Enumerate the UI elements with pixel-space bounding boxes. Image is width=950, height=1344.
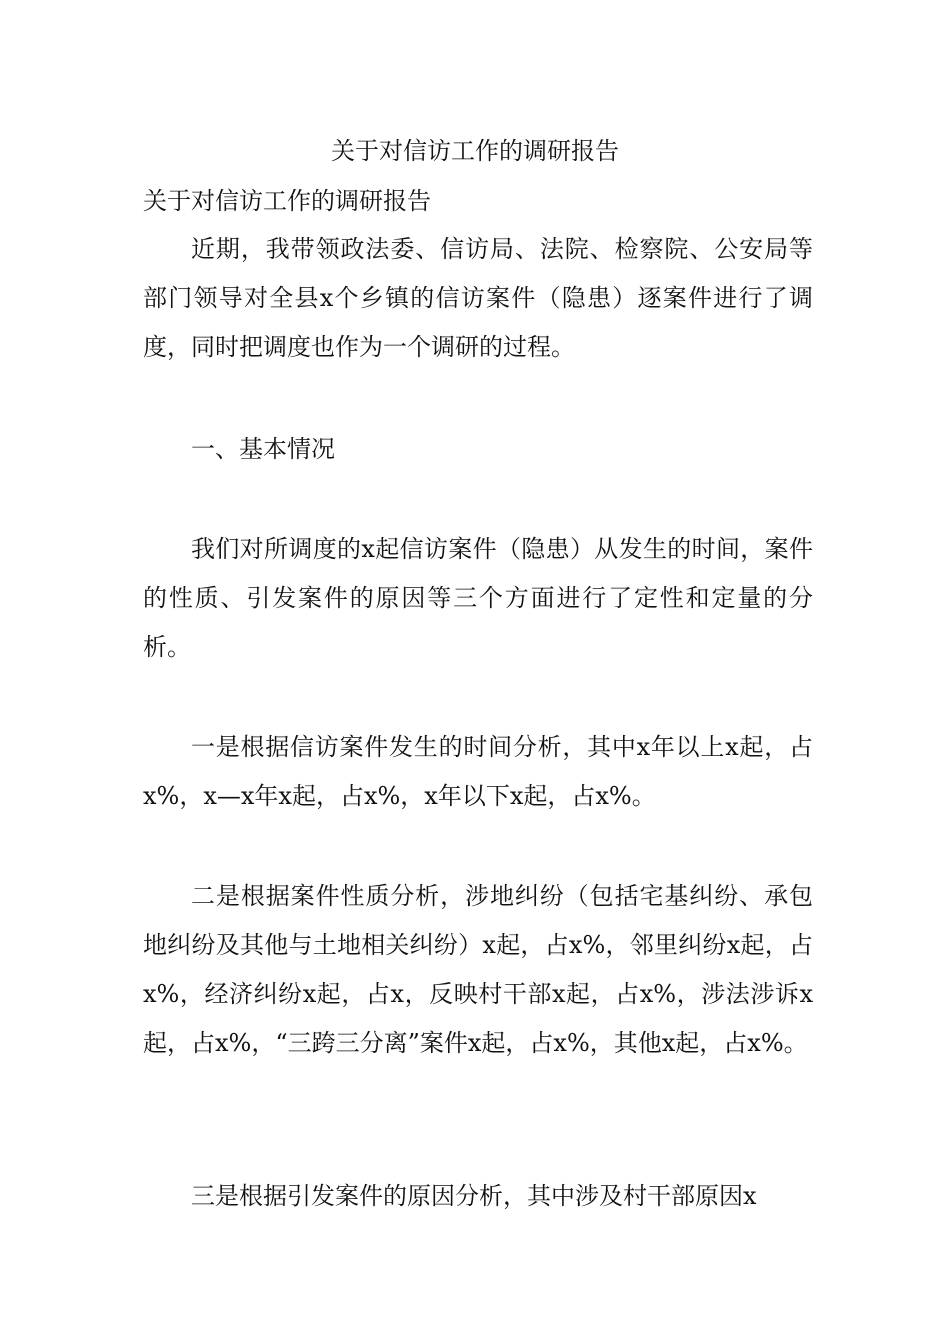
section-heading-basic-situation: 一、基本情况	[191, 435, 335, 463]
paragraph-time-analysis: 一是根据信访案件发生的时间分析，其中x年以上x起，占x%，x—x年x起，占x%，x年以下x起，占x%。	[143, 733, 813, 810]
paragraph-cause-analysis: 三是根据引发案件的原因分析，其中涉及村干部原因x	[191, 1182, 757, 1210]
document-subtitle: 关于对信访工作的调研报告	[143, 187, 431, 215]
paragraph-nature-analysis: 二是根据案件性质分析，涉地纠纷（包括宅基纠纷、承包地纠纷及其他与土地相关纠纷）x起，占x%，邻里纠纷x起，占x%，经济纠纷x起，占x，反映村干部x起，占x%，涉法涉诉x起，占x%，“三跨三分离”案件x起，占x%，其他x起，占x%。	[143, 882, 813, 1057]
document-title: 关于对信访工作的调研报告	[331, 137, 619, 165]
paragraph-analysis-overview: 我们对所调度的x起信访案件（隐患）从发生的时间，案件的性质、引发案件的原因等三个方面进行了定性和定量的分析。	[143, 535, 813, 661]
paragraph-intro: 近期，我带领政法委、信访局、法院、检察院、公安局等部门领导对全县x个乡镇的信访案件（隐患）逐案件进行了调度，同时把调度也作为一个调研的过程。	[143, 235, 813, 361]
